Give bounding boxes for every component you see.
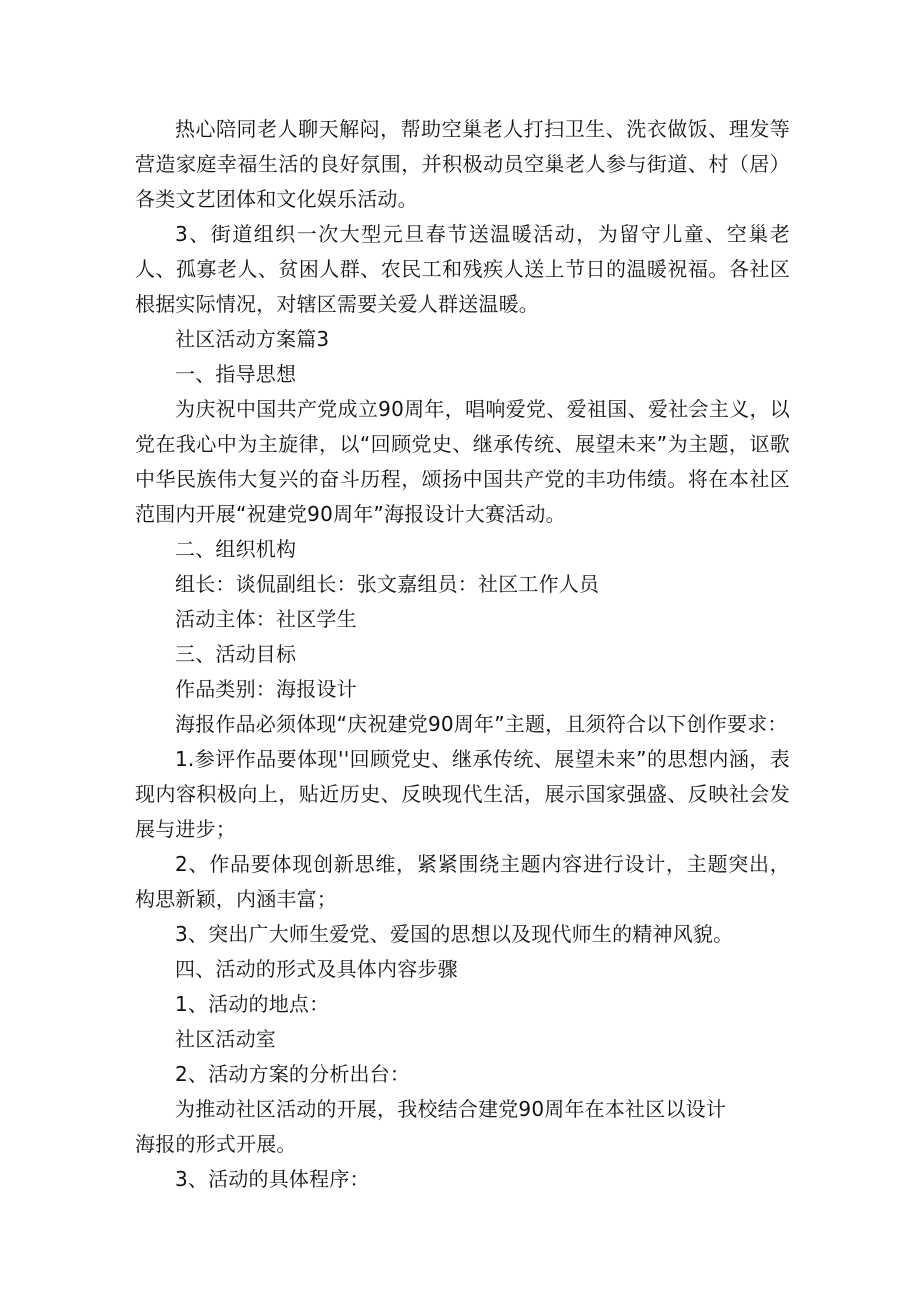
paragraph-guiding-ideology: 为庆祝中国共产党成立90周年，唱响爱党、爱祖国、爱社会主义，以党在我心中为主旋律，以“回顾党史、继承传统、展望未来”为主题，讴歌中华民族伟大复兴的奋斗历程，颂扬中国共产党的丰功伟绩。将在本社区范围内开展“祝建党90周年”海报设计大赛活动。 [135, 397, 790, 526]
heading-activity-form: 四、活动的形式及具体内容步骤 [175, 957, 458, 981]
paragraph-requirement-1: 1.参评作品要体现''回顾党史、继承传统、展望未来”的思想内涵，表现内容积极向上，贴近历史、反映现代生活，展示国家强盛、反映社会发展与进步； [135, 747, 790, 841]
document-body [135, 112, 790, 1197]
paragraph-activity-location: 社区活动室 [175, 1027, 276, 1051]
section-title-plan-3: 社区活动方案篇3 [175, 327, 330, 351]
paragraph-requirement-3: 3、突出广大师生爱党、爱国的思想以及现代师生的精神风貌。 [175, 922, 734, 946]
paragraph-team-members: 组长：谈侃副组长：张文嘉组员：社区工作人员 [175, 572, 600, 596]
paragraph-plan-analysis-line1: 为推动社区活动的开展，我校结合建党90周年在本社区以设计 [175, 1097, 727, 1121]
paragraph-poster-requirements: 海报作品必须体现“庆祝建党90周年”主题，且须符合以下创作要求： [175, 712, 788, 736]
paragraph-procedure-label: 3、活动的具体程序： [175, 1167, 370, 1191]
paragraph-requirement-2: 2、作品要体现创新思维，紧紧围绕主题内容进行设计，主题突出，构思新颖，内涵丰富； [135, 852, 790, 911]
heading-guiding-ideology: 一、指导思想 [175, 362, 297, 386]
paragraph-work-category: 作品类别：海报设计 [175, 677, 357, 701]
paragraph-plan-analysis-line2: 海报的形式开展。 [135, 1132, 297, 1156]
paragraph-activity-location-label: 1、活动的地点： [175, 992, 330, 1016]
paragraph-activity-subject: 活动主体：社区学生 [175, 607, 357, 631]
paragraph-plan-analysis-label: 2、活动方案的分析出台： [175, 1062, 411, 1086]
heading-organization: 二、组织机构 [175, 537, 297, 561]
paragraph-elderly-care: 热心陪同老人聊天解闷，帮助空巢老人打扫卫生、洗衣做饭、理发等营造家庭幸福生活的良好氛围，并积极动员空巢老人参与街道、村（居）各类文艺团体和文化娱乐活动。 [135, 117, 790, 211]
heading-activity-goals: 三、活动目标 [175, 642, 297, 666]
paragraph-new-year-activity: 3、街道组织一次大型元旦春节送温暖活动，为留守儿童、空巢老人、孤寡老人、贫困人群、农民工和残疾人送上节日的温暖祝福。各社区根据实际情况，对辖区需要关爱人群送温暖。 [135, 222, 790, 316]
